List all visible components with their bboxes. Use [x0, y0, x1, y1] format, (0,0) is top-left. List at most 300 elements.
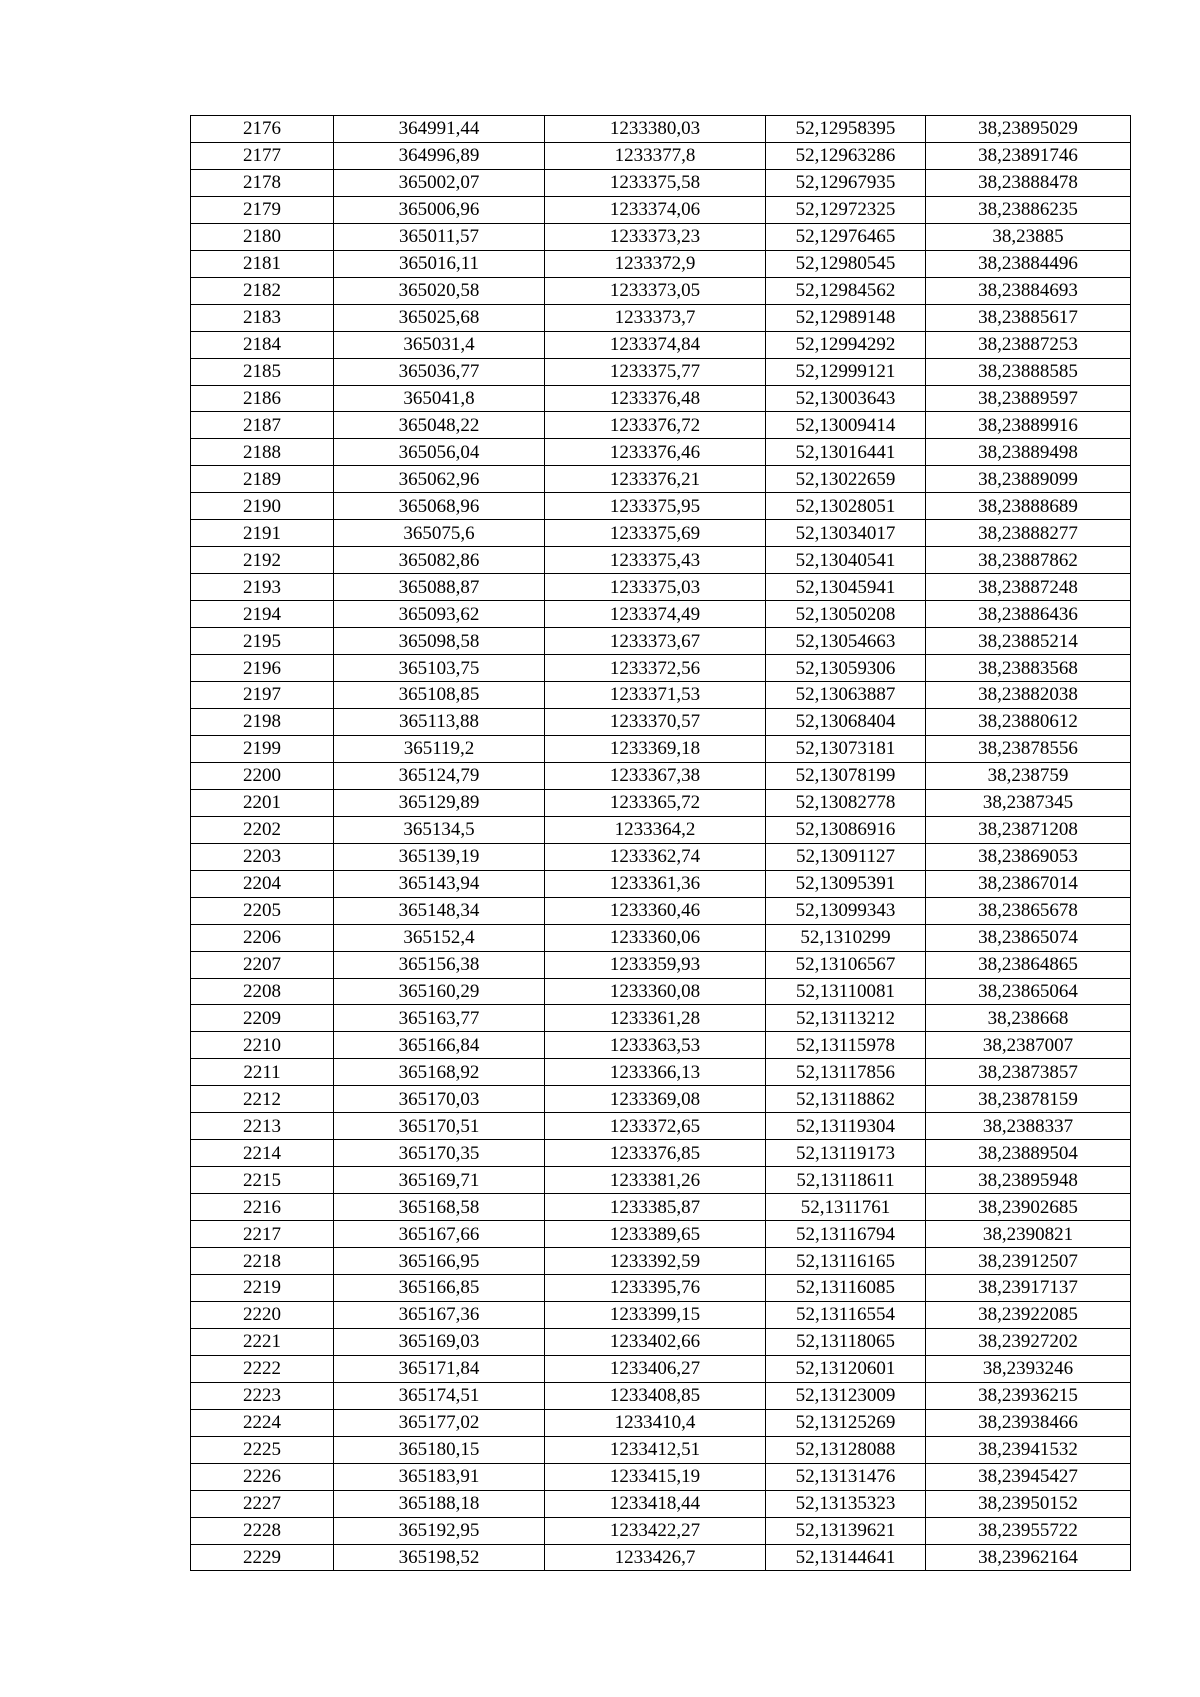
longitude-cell: 38,23885617	[926, 304, 1131, 331]
latitude-cell: 52,13054663	[766, 628, 926, 655]
y-coordinate-cell: 1233362,74	[545, 843, 766, 870]
table-row	[191, 843, 1131, 870]
y-coordinate-cell: 1233376,21	[545, 466, 766, 493]
y-coordinate-cell: 1233381,26	[545, 1167, 766, 1194]
x-coordinate-cell: 365169,71	[334, 1167, 545, 1194]
point-number-cell: 2214	[191, 1140, 334, 1167]
longitude-cell: 38,2393246	[926, 1355, 1131, 1382]
table-row	[191, 1032, 1131, 1059]
y-coordinate-cell: 1233365,72	[545, 789, 766, 816]
point-number-cell: 2221	[191, 1328, 334, 1355]
longitude-cell: 38,23885214	[926, 628, 1131, 655]
point-number-cell: 2227	[191, 1490, 334, 1517]
table-row	[191, 1059, 1131, 1086]
latitude-cell: 52,13123009	[766, 1382, 926, 1409]
x-coordinate-cell: 365056,04	[334, 439, 545, 466]
longitude-cell: 38,23878556	[926, 735, 1131, 762]
latitude-cell: 52,12972325	[766, 196, 926, 223]
point-number-cell: 2217	[191, 1221, 334, 1248]
point-number-cell: 2189	[191, 466, 334, 493]
latitude-cell: 52,13073181	[766, 735, 926, 762]
x-coordinate-cell: 365169,03	[334, 1328, 545, 1355]
table-row	[191, 1140, 1131, 1167]
x-coordinate-cell: 365192,95	[334, 1517, 545, 1544]
longitude-cell: 38,23888585	[926, 358, 1131, 385]
table-row	[191, 978, 1131, 1005]
latitude-cell: 52,13139621	[766, 1517, 926, 1544]
table-row	[191, 223, 1131, 250]
y-coordinate-cell: 1233410,4	[545, 1409, 766, 1436]
latitude-cell: 52,13110081	[766, 978, 926, 1005]
table-row	[191, 1221, 1131, 1248]
y-coordinate-cell: 1233369,08	[545, 1086, 766, 1113]
latitude-cell: 52,13116794	[766, 1221, 926, 1248]
latitude-cell: 52,13040541	[766, 547, 926, 574]
table-row	[191, 1274, 1131, 1301]
longitude-cell: 38,23869053	[926, 843, 1131, 870]
y-coordinate-cell: 1233372,65	[545, 1113, 766, 1140]
table-row	[191, 169, 1131, 196]
longitude-cell: 38,23864865	[926, 951, 1131, 978]
longitude-cell: 38,23865064	[926, 978, 1131, 1005]
x-coordinate-cell: 365156,38	[334, 951, 545, 978]
table-row	[191, 1086, 1131, 1113]
coordinates-table-body	[191, 116, 1131, 1571]
y-coordinate-cell: 1233370,57	[545, 708, 766, 735]
table-row	[191, 628, 1131, 655]
latitude-cell: 52,13113212	[766, 1005, 926, 1032]
table-row	[191, 870, 1131, 897]
y-coordinate-cell: 1233422,27	[545, 1517, 766, 1544]
longitude-cell: 38,23889504	[926, 1140, 1131, 1167]
y-coordinate-cell: 1233366,13	[545, 1059, 766, 1086]
x-coordinate-cell: 365152,4	[334, 924, 545, 951]
longitude-cell: 38,23880612	[926, 708, 1131, 735]
longitude-cell: 38,23912507	[926, 1248, 1131, 1275]
latitude-cell: 52,13131476	[766, 1463, 926, 1490]
table-row	[191, 1328, 1131, 1355]
point-number-cell: 2207	[191, 951, 334, 978]
longitude-cell: 38,23950152	[926, 1490, 1131, 1517]
x-coordinate-cell: 364996,89	[334, 142, 545, 169]
latitude-cell: 52,13128088	[766, 1436, 926, 1463]
longitude-cell: 38,23902685	[926, 1194, 1131, 1221]
latitude-cell: 52,13106567	[766, 951, 926, 978]
y-coordinate-cell: 1233361,28	[545, 1005, 766, 1032]
latitude-cell: 52,13082778	[766, 789, 926, 816]
longitude-cell: 38,23938466	[926, 1409, 1131, 1436]
x-coordinate-cell: 365020,58	[334, 277, 545, 304]
table-row	[191, 1463, 1131, 1490]
y-coordinate-cell: 1233372,56	[545, 655, 766, 682]
latitude-cell: 52,13034017	[766, 520, 926, 547]
longitude-cell: 38,23936215	[926, 1382, 1131, 1409]
y-coordinate-cell: 1233380,03	[545, 116, 766, 143]
latitude-cell: 52,13059306	[766, 655, 926, 682]
point-number-cell: 2198	[191, 708, 334, 735]
longitude-cell: 38,23887253	[926, 331, 1131, 358]
point-number-cell: 2215	[191, 1167, 334, 1194]
latitude-cell: 52,13119304	[766, 1113, 926, 1140]
y-coordinate-cell: 1233377,8	[545, 142, 766, 169]
latitude-cell: 52,13099343	[766, 897, 926, 924]
y-coordinate-cell: 1233376,72	[545, 412, 766, 439]
y-coordinate-cell: 1233375,58	[545, 169, 766, 196]
latitude-cell: 52,13045941	[766, 574, 926, 601]
y-coordinate-cell: 1233412,51	[545, 1436, 766, 1463]
point-number-cell: 2203	[191, 843, 334, 870]
latitude-cell: 52,13063887	[766, 682, 926, 709]
x-coordinate-cell: 365036,77	[334, 358, 545, 385]
x-coordinate-cell: 365068,96	[334, 493, 545, 520]
x-coordinate-cell: 365160,29	[334, 978, 545, 1005]
longitude-cell: 38,23886235	[926, 196, 1131, 223]
longitude-cell: 38,23867014	[926, 870, 1131, 897]
latitude-cell: 52,12967935	[766, 169, 926, 196]
x-coordinate-cell: 365108,85	[334, 682, 545, 709]
table-row	[191, 520, 1131, 547]
point-number-cell: 2228	[191, 1517, 334, 1544]
longitude-cell: 38,23873857	[926, 1059, 1131, 1086]
table-row	[191, 1355, 1131, 1382]
x-coordinate-cell: 365088,87	[334, 574, 545, 601]
latitude-cell: 52,13068404	[766, 708, 926, 735]
latitude-cell: 52,13078199	[766, 762, 926, 789]
point-number-cell: 2185	[191, 358, 334, 385]
x-coordinate-cell: 365016,11	[334, 250, 545, 277]
longitude-cell: 38,2390821	[926, 1221, 1131, 1248]
latitude-cell: 52,13016441	[766, 439, 926, 466]
point-number-cell: 2201	[191, 789, 334, 816]
longitude-cell: 38,23889597	[926, 385, 1131, 412]
x-coordinate-cell: 365048,22	[334, 412, 545, 439]
longitude-cell: 38,23888277	[926, 520, 1131, 547]
point-number-cell: 2200	[191, 762, 334, 789]
latitude-cell: 52,13091127	[766, 843, 926, 870]
x-coordinate-cell: 365113,88	[334, 708, 545, 735]
x-coordinate-cell: 365167,66	[334, 1221, 545, 1248]
point-number-cell: 2209	[191, 1005, 334, 1032]
longitude-cell: 38,23883568	[926, 655, 1131, 682]
table-row	[191, 142, 1131, 169]
longitude-cell: 38,23884693	[926, 277, 1131, 304]
x-coordinate-cell: 364991,44	[334, 116, 545, 143]
x-coordinate-cell: 365098,58	[334, 628, 545, 655]
x-coordinate-cell: 365166,85	[334, 1274, 545, 1301]
table-row	[191, 574, 1131, 601]
x-coordinate-cell: 365124,79	[334, 762, 545, 789]
point-number-cell: 2195	[191, 628, 334, 655]
table-row	[191, 708, 1131, 735]
point-number-cell: 2224	[191, 1409, 334, 1436]
latitude-cell: 52,13115978	[766, 1032, 926, 1059]
x-coordinate-cell: 365041,8	[334, 385, 545, 412]
table-row	[191, 735, 1131, 762]
point-number-cell: 2212	[191, 1086, 334, 1113]
x-coordinate-cell: 365180,15	[334, 1436, 545, 1463]
longitude-cell: 38,23889099	[926, 466, 1131, 493]
y-coordinate-cell: 1233376,46	[545, 439, 766, 466]
table-row	[191, 789, 1131, 816]
point-number-cell: 2216	[191, 1194, 334, 1221]
y-coordinate-cell: 1233373,67	[545, 628, 766, 655]
table-row	[191, 466, 1131, 493]
table-row	[191, 116, 1131, 143]
y-coordinate-cell: 1233402,66	[545, 1328, 766, 1355]
longitude-cell: 38,23888478	[926, 169, 1131, 196]
table-row	[191, 1517, 1131, 1544]
latitude-cell: 52,12994292	[766, 331, 926, 358]
table-row	[191, 655, 1131, 682]
point-number-cell: 2205	[191, 897, 334, 924]
y-coordinate-cell: 1233389,65	[545, 1221, 766, 1248]
latitude-cell: 52,13050208	[766, 601, 926, 628]
x-coordinate-cell: 365025,68	[334, 304, 545, 331]
point-number-cell: 2186	[191, 385, 334, 412]
latitude-cell: 52,13135323	[766, 1490, 926, 1517]
x-coordinate-cell: 365198,52	[334, 1544, 545, 1571]
x-coordinate-cell: 365166,84	[334, 1032, 545, 1059]
point-number-cell: 2176	[191, 116, 334, 143]
x-coordinate-cell: 365006,96	[334, 196, 545, 223]
y-coordinate-cell: 1233373,23	[545, 223, 766, 250]
x-coordinate-cell: 365031,4	[334, 331, 545, 358]
table-row	[191, 439, 1131, 466]
point-number-cell: 2193	[191, 574, 334, 601]
point-number-cell: 2197	[191, 682, 334, 709]
y-coordinate-cell: 1233375,77	[545, 358, 766, 385]
x-coordinate-cell: 365167,36	[334, 1301, 545, 1328]
latitude-cell: 52,13116165	[766, 1248, 926, 1275]
x-coordinate-cell: 365011,57	[334, 223, 545, 250]
table-row	[191, 816, 1131, 843]
point-number-cell: 2199	[191, 735, 334, 762]
y-coordinate-cell: 1233371,53	[545, 682, 766, 709]
longitude-cell: 38,23886436	[926, 601, 1131, 628]
table-row	[191, 1490, 1131, 1517]
point-number-cell: 2184	[191, 331, 334, 358]
latitude-cell: 52,12984562	[766, 277, 926, 304]
table-row	[191, 1409, 1131, 1436]
longitude-cell: 38,23895948	[926, 1167, 1131, 1194]
x-coordinate-cell: 365129,89	[334, 789, 545, 816]
longitude-cell: 38,23889916	[926, 412, 1131, 439]
coordinates-table	[190, 115, 1131, 1571]
y-coordinate-cell: 1233367,38	[545, 762, 766, 789]
latitude-cell: 52,1311761	[766, 1194, 926, 1221]
latitude-cell: 52,13116085	[766, 1274, 926, 1301]
y-coordinate-cell: 1233375,69	[545, 520, 766, 547]
table-row	[191, 1436, 1131, 1463]
latitude-cell: 52,13120601	[766, 1355, 926, 1382]
point-number-cell: 2177	[191, 142, 334, 169]
y-coordinate-cell: 1233361,36	[545, 870, 766, 897]
longitude-cell: 38,23882038	[926, 682, 1131, 709]
point-number-cell: 2219	[191, 1274, 334, 1301]
y-coordinate-cell: 1233399,15	[545, 1301, 766, 1328]
longitude-cell: 38,23895029	[926, 116, 1131, 143]
table-row	[191, 547, 1131, 574]
x-coordinate-cell: 365148,34	[334, 897, 545, 924]
point-number-cell: 2191	[191, 520, 334, 547]
point-number-cell: 2218	[191, 1248, 334, 1275]
table-row	[191, 385, 1131, 412]
y-coordinate-cell: 1233369,18	[545, 735, 766, 762]
point-number-cell: 2182	[191, 277, 334, 304]
y-coordinate-cell: 1233374,84	[545, 331, 766, 358]
latitude-cell: 52,12958395	[766, 116, 926, 143]
table-row	[191, 897, 1131, 924]
y-coordinate-cell: 1233360,08	[545, 978, 766, 1005]
latitude-cell: 52,13118065	[766, 1328, 926, 1355]
x-coordinate-cell: 365166,95	[334, 1248, 545, 1275]
longitude-cell: 38,23917137	[926, 1274, 1131, 1301]
table-row	[191, 196, 1131, 223]
y-coordinate-cell: 1233426,7	[545, 1544, 766, 1571]
point-number-cell: 2204	[191, 870, 334, 897]
x-coordinate-cell: 365139,19	[334, 843, 545, 870]
y-coordinate-cell: 1233415,19	[545, 1463, 766, 1490]
table-row	[191, 358, 1131, 385]
longitude-cell: 38,23945427	[926, 1463, 1131, 1490]
longitude-cell: 38,2387007	[926, 1032, 1131, 1059]
latitude-cell: 52,13116554	[766, 1301, 926, 1328]
latitude-cell: 52,13086916	[766, 816, 926, 843]
x-coordinate-cell: 365170,35	[334, 1140, 545, 1167]
x-coordinate-cell: 365188,18	[334, 1490, 545, 1517]
longitude-cell: 38,23922085	[926, 1301, 1131, 1328]
point-number-cell: 2192	[191, 547, 334, 574]
table-row	[191, 331, 1131, 358]
point-number-cell: 2181	[191, 250, 334, 277]
table-row	[191, 924, 1131, 951]
x-coordinate-cell: 365103,75	[334, 655, 545, 682]
latitude-cell: 52,12989148	[766, 304, 926, 331]
latitude-cell: 52,13003643	[766, 385, 926, 412]
y-coordinate-cell: 1233392,59	[545, 1248, 766, 1275]
x-coordinate-cell: 365170,03	[334, 1086, 545, 1113]
table-row	[191, 1167, 1131, 1194]
table-row	[191, 601, 1131, 628]
table-row	[191, 762, 1131, 789]
point-number-cell: 2220	[191, 1301, 334, 1328]
point-number-cell: 2211	[191, 1059, 334, 1086]
x-coordinate-cell: 365082,86	[334, 547, 545, 574]
y-coordinate-cell: 1233375,95	[545, 493, 766, 520]
longitude-cell: 38,23889498	[926, 439, 1131, 466]
latitude-cell: 52,12999121	[766, 358, 926, 385]
longitude-cell: 38,23955722	[926, 1517, 1131, 1544]
latitude-cell: 52,13095391	[766, 870, 926, 897]
table-row	[191, 951, 1131, 978]
x-coordinate-cell: 365163,77	[334, 1005, 545, 1032]
x-coordinate-cell: 365177,02	[334, 1409, 545, 1436]
point-number-cell: 2202	[191, 816, 334, 843]
y-coordinate-cell: 1233363,53	[545, 1032, 766, 1059]
x-coordinate-cell: 365002,07	[334, 169, 545, 196]
latitude-cell: 52,13009414	[766, 412, 926, 439]
latitude-cell: 52,1310299	[766, 924, 926, 951]
longitude-cell: 38,23888689	[926, 493, 1131, 520]
longitude-cell: 38,23865074	[926, 924, 1131, 951]
x-coordinate-cell: 365168,58	[334, 1194, 545, 1221]
y-coordinate-cell: 1233418,44	[545, 1490, 766, 1517]
latitude-cell: 52,13125269	[766, 1409, 926, 1436]
point-number-cell: 2222	[191, 1355, 334, 1382]
longitude-cell: 38,23865678	[926, 897, 1131, 924]
point-number-cell: 2187	[191, 412, 334, 439]
y-coordinate-cell: 1233376,85	[545, 1140, 766, 1167]
table-row	[191, 682, 1131, 709]
x-coordinate-cell: 365134,5	[334, 816, 545, 843]
point-number-cell: 2229	[191, 1544, 334, 1571]
x-coordinate-cell: 365183,91	[334, 1463, 545, 1490]
longitude-cell: 38,238759	[926, 762, 1131, 789]
point-number-cell: 2208	[191, 978, 334, 1005]
x-coordinate-cell: 365119,2	[334, 735, 545, 762]
table-row	[191, 250, 1131, 277]
point-number-cell: 2179	[191, 196, 334, 223]
latitude-cell: 52,12976465	[766, 223, 926, 250]
latitude-cell: 52,12963286	[766, 142, 926, 169]
longitude-cell: 38,23871208	[926, 816, 1131, 843]
table-row	[191, 1382, 1131, 1409]
longitude-cell: 38,2388337	[926, 1113, 1131, 1140]
x-coordinate-cell: 365062,96	[334, 466, 545, 493]
table-row	[191, 304, 1131, 331]
x-coordinate-cell: 365171,84	[334, 1355, 545, 1382]
longitude-cell: 38,23941532	[926, 1436, 1131, 1463]
y-coordinate-cell: 1233360,46	[545, 897, 766, 924]
table-row	[191, 277, 1131, 304]
latitude-cell: 52,13119173	[766, 1140, 926, 1167]
x-coordinate-cell: 365075,6	[334, 520, 545, 547]
x-coordinate-cell: 365174,51	[334, 1382, 545, 1409]
point-number-cell: 2180	[191, 223, 334, 250]
y-coordinate-cell: 1233373,05	[545, 277, 766, 304]
y-coordinate-cell: 1233376,48	[545, 385, 766, 412]
latitude-cell: 52,13118862	[766, 1086, 926, 1113]
latitude-cell: 52,13117856	[766, 1059, 926, 1086]
longitude-cell: 38,2387345	[926, 789, 1131, 816]
latitude-cell: 52,12980545	[766, 250, 926, 277]
longitude-cell: 38,23878159	[926, 1086, 1131, 1113]
y-coordinate-cell: 1233374,49	[545, 601, 766, 628]
point-number-cell: 2190	[191, 493, 334, 520]
point-number-cell: 2223	[191, 1382, 334, 1409]
y-coordinate-cell: 1233359,93	[545, 951, 766, 978]
y-coordinate-cell: 1233374,06	[545, 196, 766, 223]
longitude-cell: 38,23927202	[926, 1328, 1131, 1355]
x-coordinate-cell: 365168,92	[334, 1059, 545, 1086]
x-coordinate-cell: 365143,94	[334, 870, 545, 897]
point-number-cell: 2178	[191, 169, 334, 196]
x-coordinate-cell: 365170,51	[334, 1113, 545, 1140]
longitude-cell: 38,238668	[926, 1005, 1131, 1032]
longitude-cell: 38,23887862	[926, 547, 1131, 574]
table-row	[191, 1005, 1131, 1032]
longitude-cell: 38,23891746	[926, 142, 1131, 169]
table-row	[191, 493, 1131, 520]
point-number-cell: 2206	[191, 924, 334, 951]
y-coordinate-cell: 1233375,03	[545, 574, 766, 601]
point-number-cell: 2226	[191, 1463, 334, 1490]
longitude-cell: 38,23884496	[926, 250, 1131, 277]
table-row	[191, 1113, 1131, 1140]
table-row	[191, 1301, 1131, 1328]
y-coordinate-cell: 1233360,06	[545, 924, 766, 951]
point-number-cell: 2183	[191, 304, 334, 331]
